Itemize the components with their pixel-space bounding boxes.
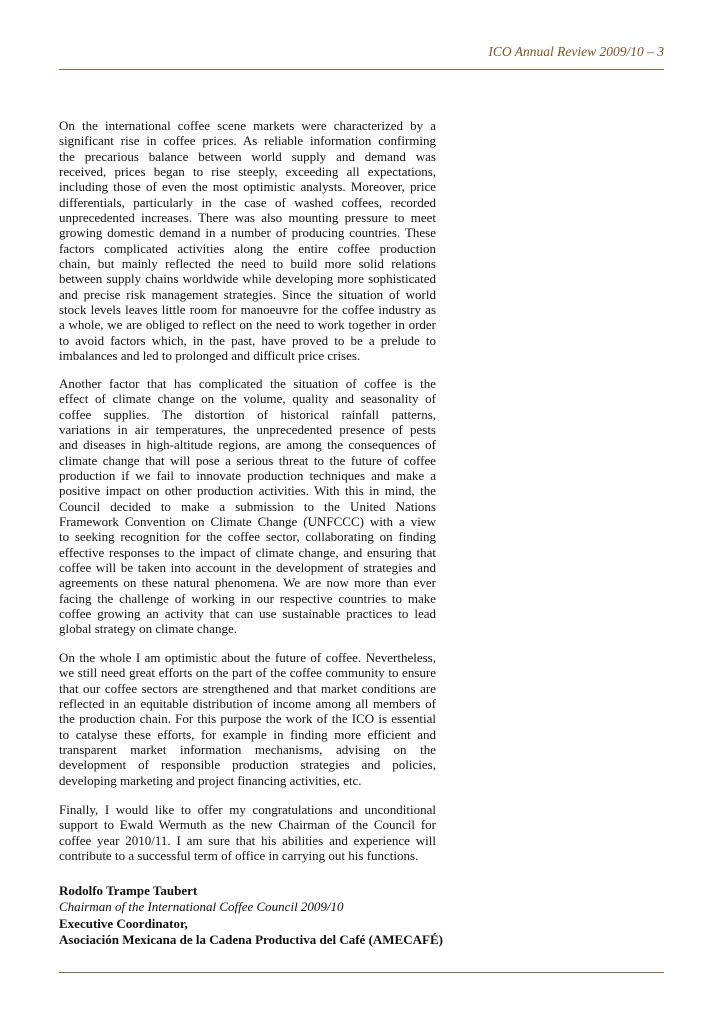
text-line: factors complicated activities along the entire coffee production	[59, 240, 436, 256]
paragraph-4	[59, 802, 436, 863]
text-line: On the whole I am optimistic about the future of coffee. Nevertheless,	[59, 650, 436, 665]
text-line: between supply chains worldwide while developing more sophisticated	[59, 271, 436, 287]
text-line: production if we fail to innovate production techniques and make a	[59, 467, 436, 483]
text-line: we still need great efforts on the part of the coffee community to ensure	[59, 665, 436, 681]
text-line: facing the challenge of working in our respective countries to make	[59, 590, 436, 606]
text-line: to catalyse these efforts, for example in finding more efficient and	[59, 726, 436, 742]
text-line: imbalances and led to prolonged and difficult price crises.	[59, 347, 361, 363]
text-line: including those of even the most optimistic analysts. Moreover, price	[59, 179, 436, 195]
text-line: effect of climate change on the volume, quality and seasonality of	[59, 391, 436, 407]
text-line: agreements on these natural phenomena. We are now more than ever	[59, 575, 436, 591]
signature-block	[59, 883, 443, 948]
text-line: growing domestic demand in a number of producing countries. These	[59, 225, 436, 241]
signature-role: Executive Coordinator,	[59, 915, 188, 931]
signature-name: Rodolfo Trampe Taubert	[59, 883, 198, 898]
text-line: the production chain. For this purpose the work of the ICO is essential	[59, 711, 436, 727]
text-line: coffee will be taken into account in the development of strategies and	[59, 559, 436, 575]
running-head: ICO Annual Review 2009/10 – 3	[488, 44, 664, 59]
text-line: the precarious balance between world supply and demand was	[59, 148, 436, 164]
text-line: stock levels leaves little room for manoeuvre for the coffee industry as	[59, 301, 436, 317]
paragraph-1	[59, 118, 436, 363]
paragraph-2	[59, 376, 436, 637]
text-line: that our coffee sectors are strengthened and that market conditions are	[59, 680, 436, 696]
signature-title: Chairman of the International Coffee Council 2009/10	[59, 899, 344, 915]
text-line: chain, but mainly reflected the need to build more solid relations	[59, 255, 436, 271]
text-line: coffee growing an activity that can use sustainable practices to lead	[59, 605, 436, 621]
text-line: reflected in an equitable distribution of income among all members of	[59, 695, 436, 711]
text-line: positive impact on other production activities. With this in mind, the	[59, 483, 436, 499]
text-line: and precise risk management strategies. Since the situation of world	[59, 286, 436, 302]
text-line: a whole, we are obliged to reflect on the need to work together in order	[59, 317, 436, 333]
text-line: coffee year 2010/11. I am sure that his abilities and experience will	[59, 832, 436, 848]
header-rule	[59, 69, 664, 70]
text-line: effective responses to the impact of climate change, and ensuring that	[59, 544, 436, 560]
text-line: to seeking recognition for the coffee sector, collaborating on finding	[59, 529, 436, 545]
text-line: Another factor that has complicated the situation of coffee is the	[59, 376, 436, 391]
text-line: Finally, I would like to offer my congratulations and unconditional	[59, 802, 436, 817]
text-line: climate change that will pose a serious threat to the future of coffee	[59, 452, 436, 468]
text-line: contribute to a successful term of office in carrying out his functions.	[59, 847, 419, 863]
text-line: global strategy on climate change.	[59, 621, 237, 637]
paragraph-3	[59, 650, 436, 788]
signature-organization: Asociación Mexicana de la Cadena Productiva del Café (AMECAFÉ)	[59, 931, 443, 947]
text-line: transparent market information mechanisms, advising on the	[59, 741, 436, 757]
text-line: differentials, particularly in the case of washed coffees, recorded	[59, 194, 436, 210]
text-line: Council decided to make a submission to the United Nations	[59, 498, 436, 514]
text-line: significant rise in coffee prices. As reliable information confirming	[59, 133, 436, 149]
text-line: developing marketing and project financing activities, etc.	[59, 772, 362, 788]
text-line: and diseases in high-altitude regions, are among the consequences of	[59, 437, 436, 453]
text-line: unprecedented increases. There was also mounting pressure to meet	[59, 209, 436, 225]
text-line: support to Ewald Wermuth as the new Chairman of the Council for	[59, 817, 436, 833]
text-line: development of responsible production strategies and policies,	[59, 757, 436, 773]
text-line: On the international coffee scene markets were characterized by a	[59, 118, 436, 133]
text-line: to avoid factors which, in the past, have proved to be a prelude to	[59, 332, 436, 348]
text-line: Framework Convention on Climate Change (UNFCCC) with a view	[59, 513, 436, 529]
text-line: coffee supplies. The distortion of historical rainfall patterns,	[59, 406, 436, 422]
footer-rule	[59, 972, 664, 973]
text-line: variations in air temperatures, the unprecedented presence of pests	[59, 421, 436, 437]
text-line: received, prices began to rise steeply, exceeding all expectations,	[59, 163, 436, 179]
